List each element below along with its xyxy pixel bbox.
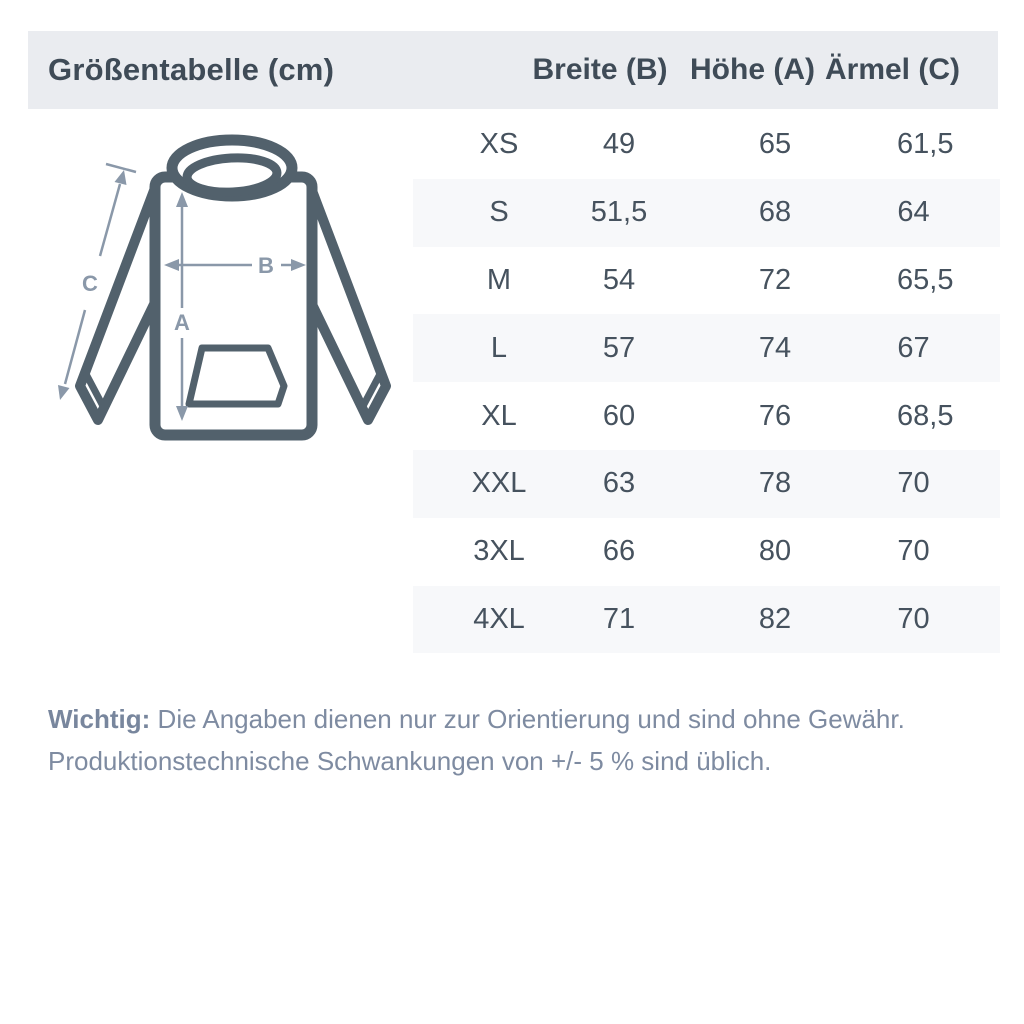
dimension-label-a: A xyxy=(174,310,190,335)
hoehe-cell: 76 xyxy=(758,399,792,432)
size-chart-header xyxy=(28,31,998,109)
table-row xyxy=(413,382,1000,450)
table-row xyxy=(413,314,1000,382)
hood-inner-outline xyxy=(186,156,278,195)
breite-cell: 57 xyxy=(602,331,636,364)
hoehe-cell: 72 xyxy=(758,263,792,296)
size-cell: XXL xyxy=(471,467,527,500)
disclaimer-text: Die Angaben dienen nur zur Orientierung und sind ohne Gewähr. Produktionstechnische Schwankungen von +/- 5 % sind üblich. xyxy=(48,704,905,776)
hoehe-cell: 82 xyxy=(758,602,792,635)
breite-cell: 49 xyxy=(602,128,636,161)
dimension-label-c: C xyxy=(82,271,98,296)
breite-cell: 71 xyxy=(602,602,636,635)
size-cell: S xyxy=(489,196,509,229)
aermel-cell: 70 xyxy=(897,467,930,500)
breite-cell: 54 xyxy=(602,263,636,296)
hoehe-cell: 80 xyxy=(758,535,792,568)
aermel-cell: 64 xyxy=(897,196,930,229)
aermel-cell: 61,5 xyxy=(897,128,954,161)
size-cell: XS xyxy=(479,128,519,161)
aermel-cell: 65,5 xyxy=(897,263,954,296)
page-title: Größentabelle (cm) xyxy=(48,52,335,87)
table-row xyxy=(413,179,1000,247)
table-row xyxy=(413,586,1000,654)
table-row xyxy=(413,518,1000,586)
pocket-outline xyxy=(189,348,284,404)
table-row xyxy=(413,111,1000,179)
column-header-hoehe: Höhe (A) xyxy=(690,53,815,86)
hoodie-diagram-icon xyxy=(40,128,420,458)
hoodie-diagram xyxy=(40,128,420,458)
hoehe-cell: 65 xyxy=(758,128,792,161)
size-cell: 3XL xyxy=(473,535,525,568)
disclaimer-label: Wichtig: xyxy=(48,704,151,734)
breite-cell: 51,5 xyxy=(590,196,648,229)
hoehe-cell: 78 xyxy=(758,467,792,500)
hoehe-cell: 68 xyxy=(758,196,792,229)
size-cell: XL xyxy=(481,399,517,432)
column-header-breite: Breite (B) xyxy=(532,53,668,86)
column-header-aermel: Ärmel (C) xyxy=(824,53,960,86)
disclaimer-note xyxy=(48,698,973,782)
table-row xyxy=(413,247,1000,315)
size-cell: 4XL xyxy=(473,602,525,635)
hoehe-cell: 74 xyxy=(758,331,792,364)
size-table xyxy=(413,111,1000,653)
aermel-cell: 70 xyxy=(897,535,930,568)
dimension-label-b: B xyxy=(258,253,274,278)
aermel-cell: 70 xyxy=(897,602,930,635)
breite-cell: 66 xyxy=(602,535,636,568)
aermel-cell: 68,5 xyxy=(897,399,954,432)
breite-cell: 60 xyxy=(602,399,636,432)
table-row xyxy=(413,450,1000,518)
aermel-cell: 67 xyxy=(897,331,930,364)
size-cell: L xyxy=(490,331,508,364)
size-cell: M xyxy=(486,263,512,296)
breite-cell: 63 xyxy=(602,467,636,500)
